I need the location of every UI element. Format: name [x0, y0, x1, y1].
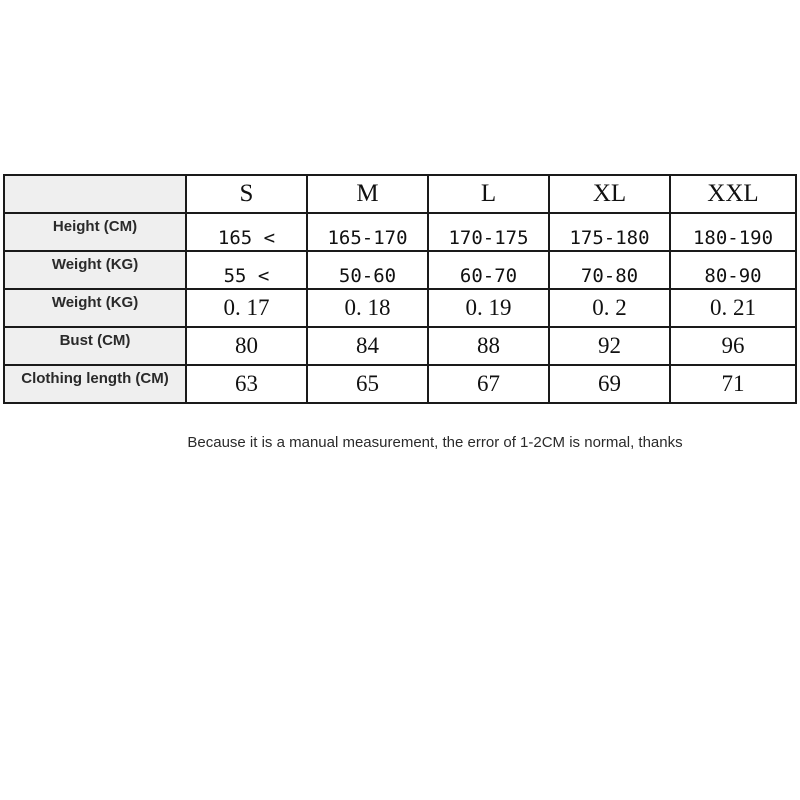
cell-weight2-s: 0. 17 — [186, 289, 307, 327]
table-row-clothing-length — [4, 365, 796, 403]
row-label-height — [4, 213, 186, 251]
cell-weight2-l: 0. 19 — [428, 289, 549, 327]
corner-cell — [4, 175, 186, 213]
cell-value: 70-80 — [580, 265, 639, 287]
cell-length-m: 65 — [307, 365, 428, 403]
cell-weight-xxl — [670, 251, 796, 289]
cell-value: 165 < — [217, 227, 276, 249]
cell-weight2-xl: 0. 2 — [549, 289, 670, 327]
table-row-height — [4, 213, 796, 251]
row-label-weight — [4, 251, 186, 289]
row-label-text: Weight (KG) — [51, 293, 139, 311]
cell-weight2-xxl: 0. 21 — [670, 289, 796, 327]
cell-bust-xl: 92 — [549, 327, 670, 365]
table-row-weight — [4, 251, 796, 289]
cell-value: 80-90 — [704, 265, 762, 287]
cell-length-l: 67 — [428, 365, 549, 403]
measurement-note: Because it is a manual measurement, the error of 1-2CM is normal, thanks — [187, 434, 683, 451]
row-label-text: Height (CM) — [52, 217, 138, 235]
cell-height-xl — [549, 213, 670, 251]
cell-weight2-m: 0. 18 — [307, 289, 428, 327]
table-row-weight-2 — [4, 289, 796, 327]
table-row-bust — [4, 327, 796, 365]
cell-weight-m — [307, 251, 428, 289]
cell-height-l — [428, 213, 549, 251]
cell-height-xxl — [670, 213, 796, 251]
cell-weight-s — [186, 251, 307, 289]
cell-bust-s: 80 — [186, 327, 307, 365]
cell-value: 55 < — [223, 265, 270, 287]
size-header-row — [4, 175, 796, 213]
cell-weight-l — [428, 251, 549, 289]
cell-value: 50-60 — [338, 265, 397, 287]
size-header-m: M — [307, 175, 428, 213]
row-label-text: Bust (CM) — [59, 331, 131, 349]
size-header-s: S — [186, 175, 307, 213]
cell-length-xxl: 71 — [670, 365, 796, 403]
size-header-xxl: XXL — [670, 175, 796, 213]
cell-bust-l: 88 — [428, 327, 549, 365]
cell-weight-xl — [549, 251, 670, 289]
cell-bust-m: 84 — [307, 327, 428, 365]
size-header-xl: XL — [549, 175, 670, 213]
cell-length-xl: 69 — [549, 365, 670, 403]
size-chart-table — [3, 174, 797, 404]
cell-value: 170-175 — [448, 227, 529, 249]
cell-height-s — [186, 213, 307, 251]
cell-height-m — [307, 213, 428, 251]
cell-length-s: 63 — [186, 365, 307, 403]
cell-value: 180-190 — [692, 227, 774, 249]
row-label-bust — [4, 327, 186, 365]
cell-value: 60-70 — [459, 265, 518, 287]
cell-value: 175-180 — [569, 227, 650, 249]
row-label-weight-2 — [4, 289, 186, 327]
cell-value: 165-170 — [327, 227, 408, 249]
size-header-l: L — [428, 175, 549, 213]
cell-bust-xxl: 96 — [670, 327, 796, 365]
row-label-text: Weight (KG) — [51, 255, 139, 273]
row-label-text: Clothing length (CM) — [21, 369, 169, 387]
row-label-clothing-length — [4, 365, 186, 403]
